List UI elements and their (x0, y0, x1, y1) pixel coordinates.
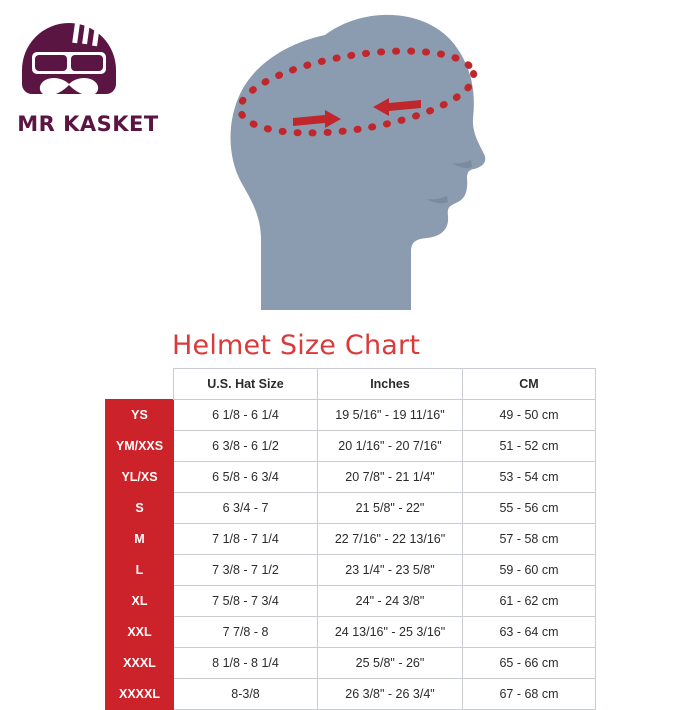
cell-hat: 8-3/8 (174, 679, 318, 710)
cell-inches: 25 5/8" - 26" (318, 648, 463, 679)
table-row (106, 493, 596, 524)
cell-size: XL (106, 586, 174, 617)
cell-hat: 6 3/8 - 6 1/2 (174, 431, 318, 462)
cell-cm: 59 - 60 cm (463, 555, 596, 586)
column-header-size (106, 369, 174, 400)
cell-inches: 20 7/8" - 21 1/4" (318, 462, 463, 493)
cell-cm: 51 - 52 cm (463, 431, 596, 462)
table-row (106, 648, 596, 679)
cell-hat: 7 3/8 - 7 1/2 (174, 555, 318, 586)
table-row (106, 555, 596, 586)
cell-inches: 24 13/16" - 25 3/16" (318, 617, 463, 648)
cell-inches: 19 5/16" - 19 11/16" (318, 400, 463, 431)
cell-size: YL/XS (106, 462, 174, 493)
helmet-size-table (105, 368, 596, 710)
cell-inches: 22 7/16" - 22 13/16" (318, 524, 463, 555)
table-row (106, 400, 596, 431)
cell-hat: 7 7/8 - 8 (174, 617, 318, 648)
page-title: Helmet Size Chart (172, 330, 421, 361)
cell-size: XXXL (106, 648, 174, 679)
table-body (106, 400, 596, 710)
cell-cm: 63 - 64 cm (463, 617, 596, 648)
table-header (106, 369, 596, 400)
table-row (106, 679, 596, 710)
cell-inches: 20 1/16" - 20 7/16" (318, 431, 463, 462)
cell-hat: 7 5/8 - 7 3/4 (174, 586, 318, 617)
helmet-goggles-mustache-icon (8, 4, 168, 119)
table-row (106, 617, 596, 648)
cell-size: XXL (106, 617, 174, 648)
cell-cm: 53 - 54 cm (463, 462, 596, 493)
cell-size: S (106, 493, 174, 524)
column-header-cm: CM (463, 369, 596, 400)
cell-hat: 6 5/8 - 6 3/4 (174, 462, 318, 493)
table-row (106, 586, 596, 617)
column-header-inches: Inches (318, 369, 463, 400)
cell-hat: 7 1/8 - 7 1/4 (174, 524, 318, 555)
cell-size: XXXXL (106, 679, 174, 710)
head-profile-measuring-tape-icon (175, 0, 525, 310)
cell-cm: 61 - 62 cm (463, 586, 596, 617)
table-row (106, 524, 596, 555)
column-header-us-hat-size: U.S. Hat Size (174, 369, 318, 400)
table-row (106, 431, 596, 462)
cell-cm: 57 - 58 cm (463, 524, 596, 555)
cell-inches: 21 5/8" - 22" (318, 493, 463, 524)
table-row (106, 462, 596, 493)
cell-cm: 55 - 56 cm (463, 493, 596, 524)
cell-inches: 26 3/8" - 26 3/4" (318, 679, 463, 710)
cell-hat: 8 1/8 - 8 1/4 (174, 648, 318, 679)
cell-size: YS (106, 400, 174, 431)
cell-inches: 23 1/4" - 23 5/8" (318, 555, 463, 586)
cell-size: M (106, 524, 174, 555)
cell-hat: 6 1/8 - 6 1/4 (174, 400, 318, 431)
cell-cm: 65 - 66 cm (463, 648, 596, 679)
cell-inches: 24" - 24 3/8" (318, 586, 463, 617)
cell-size: YM/XXS (106, 431, 174, 462)
table-header-row (106, 369, 596, 400)
brand-logo (8, 4, 168, 154)
brand-name: MR KASKET (17, 112, 159, 136)
cell-size: L (106, 555, 174, 586)
cell-cm: 49 - 50 cm (463, 400, 596, 431)
cell-hat: 6 3/4 - 7 (174, 493, 318, 524)
cell-cm: 67 - 68 cm (463, 679, 596, 710)
